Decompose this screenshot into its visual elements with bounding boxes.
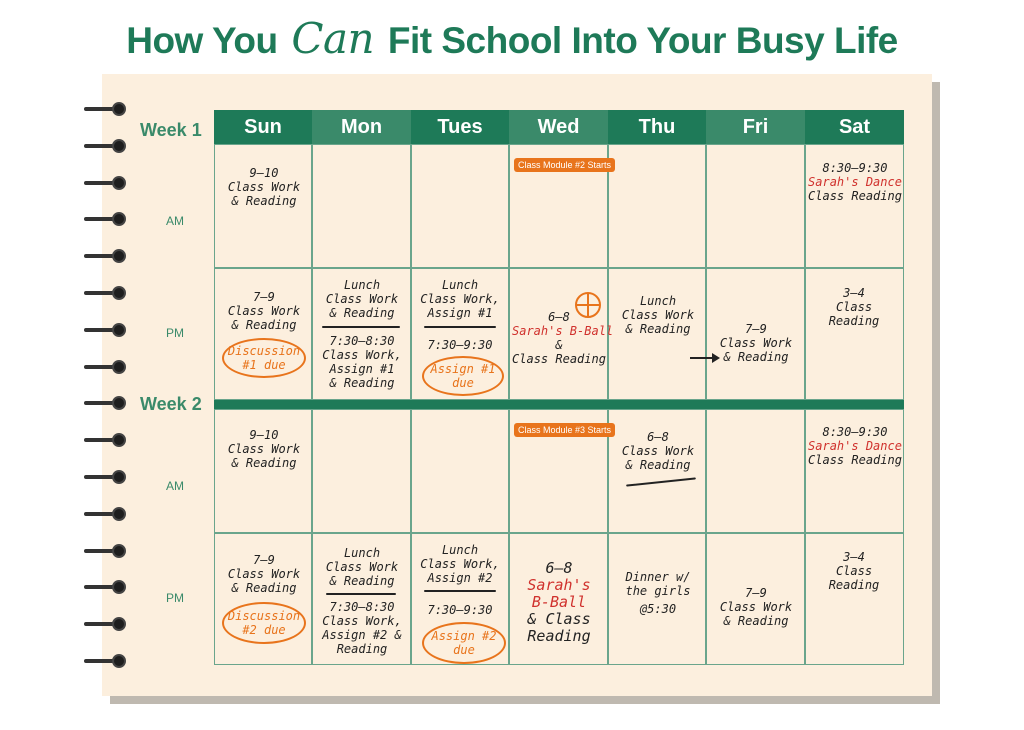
note-line: Class Work — [325, 560, 399, 574]
note-line: Class — [835, 564, 873, 578]
note-line: Class Work — [325, 292, 399, 306]
week-1-am-label: AM — [166, 214, 184, 228]
note-line: 7:30–8:30 — [329, 600, 395, 614]
note-line: 8:30–9:30 — [822, 425, 888, 439]
note-line: & Reading — [723, 614, 789, 628]
note-line: & — [555, 338, 563, 352]
calendar-cell — [214, 268, 312, 400]
note-line: & Reading — [231, 581, 297, 595]
note-line-red: B-Ball — [531, 593, 587, 611]
w2-tue-pm-note-2: 7:30–9:30 — [427, 603, 493, 617]
w2-sun-pm-note — [226, 553, 302, 595]
spiral-ring — [84, 102, 136, 116]
note-line: & Reading — [231, 194, 297, 208]
w1-wed-pm-note — [512, 310, 614, 366]
w2-mon-pm-note-1 — [318, 546, 406, 588]
note-line: Class — [835, 300, 873, 314]
note-line: & Reading — [329, 574, 395, 588]
note-line: 9–10 — [249, 166, 279, 180]
note-line: Dinner w/ — [625, 570, 691, 584]
note-line: Lunch — [441, 543, 479, 557]
separator-line — [326, 593, 396, 595]
day-header-tues: Tues — [411, 110, 509, 144]
page-title — [0, 14, 1024, 63]
title-part-2: Fit School Into Your Busy Life — [387, 20, 898, 61]
note-line: 6–8 — [647, 430, 669, 444]
note-line-red: Sarah's Dance — [808, 439, 902, 453]
day-header-mon: Mon — [312, 110, 411, 144]
w2-fri-pm-note — [712, 586, 800, 628]
spiral-ring — [84, 507, 136, 521]
oval-line: #1 due — [242, 358, 286, 372]
w1-sun-am-note — [226, 166, 302, 208]
separator-line — [424, 326, 496, 328]
oval-line: due — [452, 376, 474, 390]
w1-mon-pm-note-2 — [318, 334, 406, 390]
note-line: Assign #2 & — [322, 628, 402, 642]
note-line: 6–8 — [545, 559, 573, 577]
calendar-cell — [608, 144, 706, 268]
w1-sun-pm-note — [226, 290, 302, 332]
w2-assign-due-oval — [422, 622, 506, 664]
title-part-1: How You — [126, 20, 278, 61]
note-line: 9–10 — [249, 428, 279, 442]
oval-line: Discussion — [227, 609, 301, 623]
note-line: 7–9 — [745, 586, 767, 600]
oval-line: #2 due — [242, 623, 286, 637]
spiral-ring — [84, 139, 136, 153]
w2-sat-pm-note — [810, 550, 898, 592]
w2-thu-pm-note — [614, 570, 702, 616]
calendar-cell — [312, 409, 411, 533]
w1-assign-due-oval — [422, 356, 504, 396]
spiral-ring — [84, 286, 136, 300]
w1-tue-pm-note-2: 7:30–9:30 — [427, 338, 493, 352]
spiral-ring — [84, 544, 136, 558]
week-divider — [214, 400, 904, 409]
note-line: Lunch — [343, 278, 381, 292]
day-header-sat: Sat — [805, 110, 904, 144]
note-line: Class Reading — [808, 189, 902, 203]
note-line: Reading — [527, 627, 591, 645]
w1-sat-am-note — [808, 161, 902, 203]
w1-thu-pm-note — [614, 294, 702, 336]
note-line-red: Sarah's B-Ball — [512, 324, 614, 338]
basketball-icon — [575, 292, 601, 318]
note-line: & Reading — [625, 458, 691, 472]
note-line: 3–4 — [843, 286, 865, 300]
note-line: & Reading — [231, 318, 297, 332]
w2-wed-pm-note — [514, 560, 604, 645]
note-line: 7–9 — [745, 322, 767, 336]
note-line: the girls — [625, 584, 691, 598]
note-line: 3–4 — [843, 550, 865, 564]
note-line: & Reading — [231, 456, 297, 470]
note-line: Class Work, — [322, 348, 402, 362]
spiral-ring — [84, 617, 136, 631]
day-header-sun: Sun — [214, 110, 312, 144]
note-line: Class Work — [227, 442, 301, 456]
note-line: Class Work — [719, 600, 793, 614]
w1-sat-pm-note — [810, 286, 898, 328]
w2-sun-am-note — [224, 428, 304, 470]
note-line: Class Work — [621, 444, 695, 458]
note-line: Lunch — [441, 278, 479, 292]
w1-fri-pm-note — [712, 322, 800, 364]
note-line: Lunch — [639, 294, 677, 308]
note-line: Class Work, — [420, 292, 500, 306]
week-1-label: Week 1 — [140, 120, 202, 140]
w1-discussion-due-oval — [222, 338, 306, 378]
spiral-ring — [84, 249, 136, 263]
separator-line — [424, 590, 496, 592]
note-line: Assign #2 — [427, 571, 493, 585]
oval-line: Assign #2 — [431, 629, 497, 643]
week-2-am-label: AM — [166, 479, 184, 493]
note-line: Reading — [828, 314, 880, 328]
oval-line: Discussion — [227, 344, 301, 358]
note-line: & Reading — [329, 376, 395, 390]
spiral-ring — [84, 323, 136, 337]
title-can: Can — [291, 14, 375, 63]
note-line: Reading — [828, 578, 880, 592]
note-line: 6–8 — [548, 310, 570, 324]
w1-module-badge: Class Module #2 Starts — [514, 158, 615, 172]
note-line-red: Sarah's — [527, 576, 591, 594]
note-line: 7–9 — [253, 290, 275, 304]
w2-tue-pm-note-1 — [416, 543, 504, 585]
note-line: & Reading — [723, 350, 789, 364]
note-line: 8:30–9:30 — [822, 161, 888, 175]
w2-thu-am-note — [614, 430, 702, 472]
note-line: Assign #1 — [329, 362, 395, 376]
week-1-pm-label: PM — [166, 326, 184, 340]
note-line: Assign #1 — [427, 306, 493, 320]
note-line-red: Sarah's Dance — [808, 175, 902, 189]
note-line: Class Work — [719, 336, 793, 350]
w2-mon-pm-note-2 — [318, 600, 406, 656]
w2-module-badge: Class Module #3 Starts — [514, 423, 615, 437]
spiral-ring — [84, 176, 136, 190]
note-line: Class Reading — [512, 352, 606, 366]
w1-tue-pm-note-1 — [416, 278, 504, 320]
spiral-ring — [84, 396, 136, 410]
calendar-cell — [312, 144, 411, 268]
spiral-ring — [84, 212, 136, 226]
note-line: @5:30 — [639, 602, 677, 616]
calendar-cell — [706, 409, 805, 533]
spiral-ring — [84, 360, 136, 374]
note-line: & Class — [527, 610, 591, 628]
spiral-ring — [84, 580, 136, 594]
day-header-fri: Fri — [706, 110, 805, 144]
calendar-cell — [706, 144, 805, 268]
note-line: Class Reading — [808, 453, 902, 467]
oval-line: Assign #1 — [430, 362, 496, 376]
separator-line — [322, 326, 400, 328]
note-line: Class Work — [227, 180, 301, 194]
week-2-label: Week 2 — [140, 394, 202, 414]
calendar-cell — [411, 144, 509, 268]
note-line: Lunch — [343, 546, 381, 560]
note-line: Class Work, — [420, 557, 500, 571]
day-header-thu: Thu — [608, 110, 706, 144]
calendar-cell — [411, 409, 509, 533]
note-line: 7–9 — [253, 553, 275, 567]
note-line: Reading — [336, 642, 388, 656]
spiral-ring — [84, 433, 136, 447]
w1-mon-pm-note-1 — [318, 278, 406, 320]
note-line: & Reading — [625, 322, 691, 336]
spiral-ring — [84, 470, 136, 484]
note-line: Class Work — [621, 308, 695, 322]
spiral-ring — [84, 654, 136, 668]
note-line: Class Work, — [322, 614, 402, 628]
note-line: Class Work — [227, 567, 301, 581]
note-line: & Reading — [329, 306, 395, 320]
day-header-wed: Wed — [509, 110, 608, 144]
note-line: Class Work — [227, 304, 301, 318]
w2-discussion-due-oval — [222, 602, 306, 644]
note-line: 7:30–8:30 — [329, 334, 395, 348]
w2-sat-am-note — [808, 425, 902, 467]
week-2-pm-label: PM — [166, 591, 184, 605]
oval-line: due — [453, 643, 475, 657]
